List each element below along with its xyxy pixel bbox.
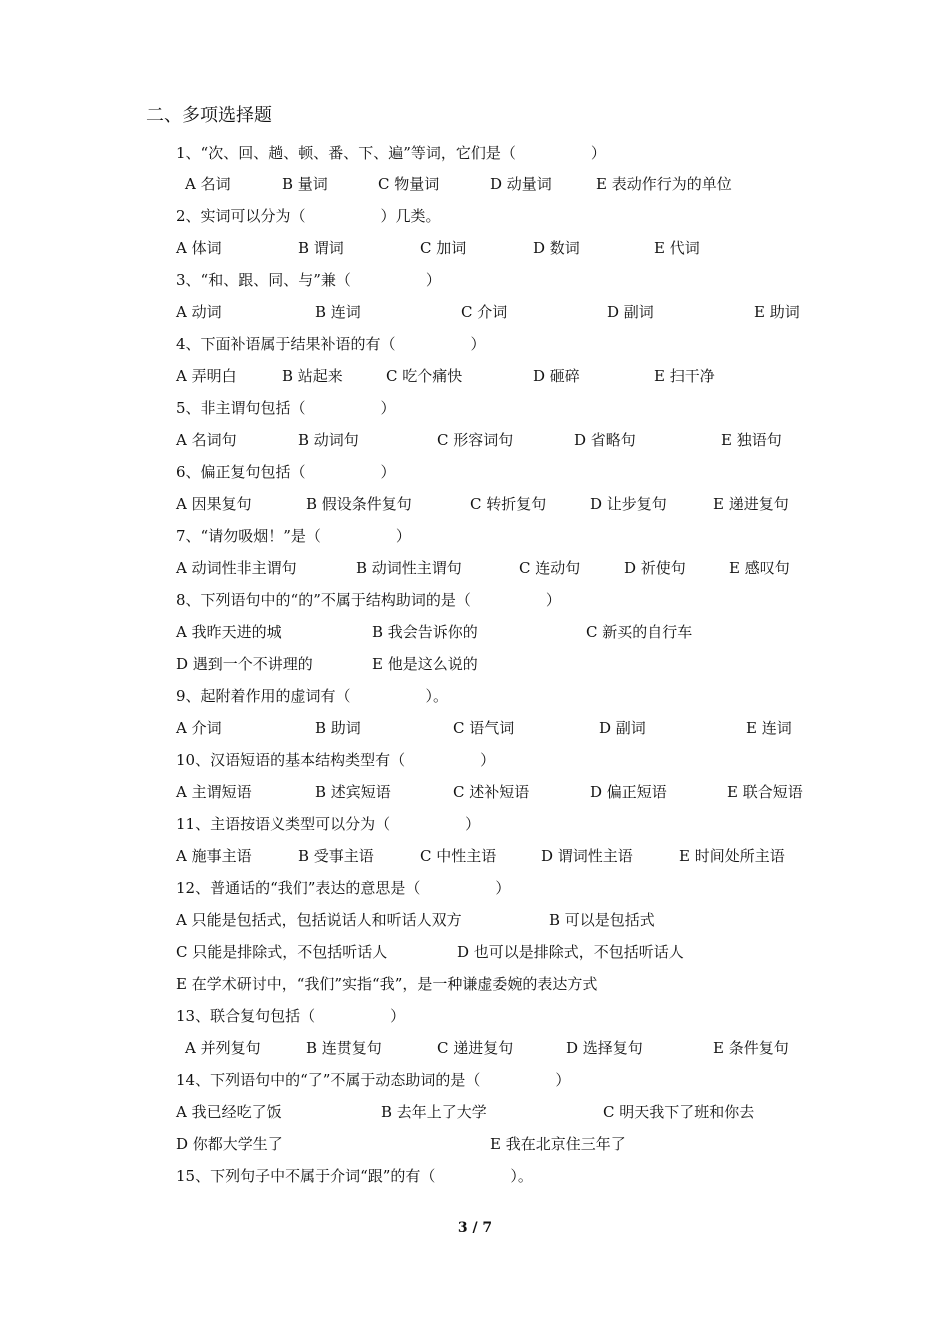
- option: A 因果复句: [176, 495, 252, 513]
- option: C 明天我下了班和你去: [603, 1103, 755, 1121]
- option: D 副词: [599, 719, 646, 737]
- option: E 我在北京住三年了: [490, 1135, 626, 1153]
- option: E 独语句: [721, 431, 782, 449]
- option: E 感叹句: [729, 559, 790, 577]
- option: A 体词: [176, 239, 222, 257]
- option: E 连词: [746, 719, 792, 737]
- option: B 站起来: [282, 367, 343, 385]
- option: A 动词: [176, 303, 222, 321]
- option: D 数词: [533, 239, 580, 257]
- option: B 受事主语: [298, 847, 374, 865]
- option: B 助词: [315, 719, 361, 737]
- option: E 条件复句: [713, 1039, 789, 1057]
- option: A 弄明白: [176, 367, 237, 385]
- option: C 递进复句: [437, 1039, 514, 1057]
- option: B 去年上了大学: [381, 1103, 487, 1121]
- option: C 中性主语: [420, 847, 497, 865]
- option: A 名词句: [176, 431, 237, 449]
- option: A 介词: [176, 719, 222, 737]
- option: B 连词: [315, 303, 361, 321]
- section-title: 二、多项选择题: [146, 105, 272, 126]
- question-stem: 11、主语按语义类型可以分为（ ）: [176, 815, 481, 833]
- option: B 可以是包括式: [549, 911, 655, 929]
- option: B 我会告诉你的: [372, 623, 478, 641]
- option: E 在学术研讨中，“我们”实指“我”，是一种谦虚委婉的表达方式: [176, 975, 598, 993]
- option: C 形容词句: [437, 431, 514, 449]
- option: D 偏正短语: [590, 783, 667, 801]
- option: D 谓词性主语: [541, 847, 633, 865]
- option: D 也可以是排除式，不包括听话人: [457, 943, 684, 961]
- option: E 扫干净: [654, 367, 715, 385]
- option: E 代词: [654, 239, 700, 257]
- option: A 并列复句: [185, 1039, 261, 1057]
- option: D 选择复句: [566, 1039, 643, 1057]
- option: D 让步复句: [590, 495, 667, 513]
- question-stem: 15、下列句子中不属于介词“跟”的有（ ）。: [176, 1167, 533, 1185]
- option: C 连动句: [519, 559, 581, 577]
- question-stem: 14、下列语句中的“了”不属于动态助词的是（ ）: [176, 1071, 571, 1089]
- option: A 动词性非主谓句: [176, 559, 297, 577]
- option: B 连贯复句: [306, 1039, 382, 1057]
- option: D 副词: [607, 303, 654, 321]
- option: C 加词: [420, 239, 467, 257]
- option: B 谓词: [298, 239, 344, 257]
- question-stem: 7、“请勿吸烟！”是（ ）: [176, 527, 411, 545]
- question-stem: 4、下面补语属于结果补语的有（ ）: [176, 335, 486, 353]
- option: C 吃个痛快: [386, 367, 463, 385]
- option: D 遇到一个不讲理的: [176, 655, 313, 673]
- question-stem: 9、起附着作用的虚词有（ ）。: [176, 687, 449, 705]
- option: E 时间处所主语: [679, 847, 785, 865]
- option: A 施事主语: [176, 847, 252, 865]
- question-stem: 13、联合复句包括（ ）: [176, 1007, 406, 1025]
- question-stem: 1、“次、回、趟、顿、番、下、遍”等词，它们是（ ）: [176, 144, 606, 162]
- option: D 你都大学生了: [176, 1135, 283, 1153]
- option: C 述补短语: [453, 783, 530, 801]
- page-number: 3 / 7: [457, 1220, 493, 1236]
- option: D 省略句: [574, 431, 636, 449]
- option: D 动量词: [490, 175, 552, 193]
- option: A 只能是包括式，包括说话人和听话人双方: [176, 911, 462, 929]
- option: B 量词: [282, 175, 328, 193]
- question-stem: 12、普通话的“我们”表达的意思是（ ）: [176, 879, 511, 897]
- option: C 介词: [461, 303, 508, 321]
- option: C 语气词: [453, 719, 515, 737]
- option: E 联合短语: [727, 783, 803, 801]
- option: C 新买的自行车: [586, 623, 693, 641]
- option: A 名词: [185, 175, 231, 193]
- option: D 祈使句: [624, 559, 686, 577]
- option: B 述宾短语: [315, 783, 391, 801]
- option: B 假设条件复句: [306, 495, 412, 513]
- option: E 递进复句: [713, 495, 789, 513]
- question-stem: 8、下列语句中的“的”不属于结构助词的是（ ）: [176, 591, 561, 609]
- option: B 动词性主谓句: [356, 559, 462, 577]
- question-stem: 2、实词可以分为（ ）几类。: [176, 207, 441, 225]
- question-stem: 3、“和、跟、同、与”兼（ ）: [176, 271, 441, 289]
- question-stem: 10、汉语短语的基本结构类型有（ ）: [176, 751, 496, 769]
- question-stem: 6、偏正复句包括（ ）: [176, 463, 396, 481]
- option: C 物量词: [378, 175, 440, 193]
- option: A 我已经吃了饭: [176, 1103, 282, 1121]
- option: A 主谓短语: [176, 783, 252, 801]
- option: C 只能是排除式，不包括听话人: [176, 943, 388, 961]
- option: E 他是这么说的: [372, 655, 478, 673]
- option: C 转折复句: [470, 495, 547, 513]
- option: E 表动作行为的单位: [596, 175, 732, 193]
- question-stem: 5、非主谓句包括（ ）: [176, 399, 396, 417]
- option: B 动词句: [298, 431, 359, 449]
- option: D 砸碎: [533, 367, 580, 385]
- option: E 助词: [754, 303, 800, 321]
- option: A 我昨天进的城: [176, 623, 282, 641]
